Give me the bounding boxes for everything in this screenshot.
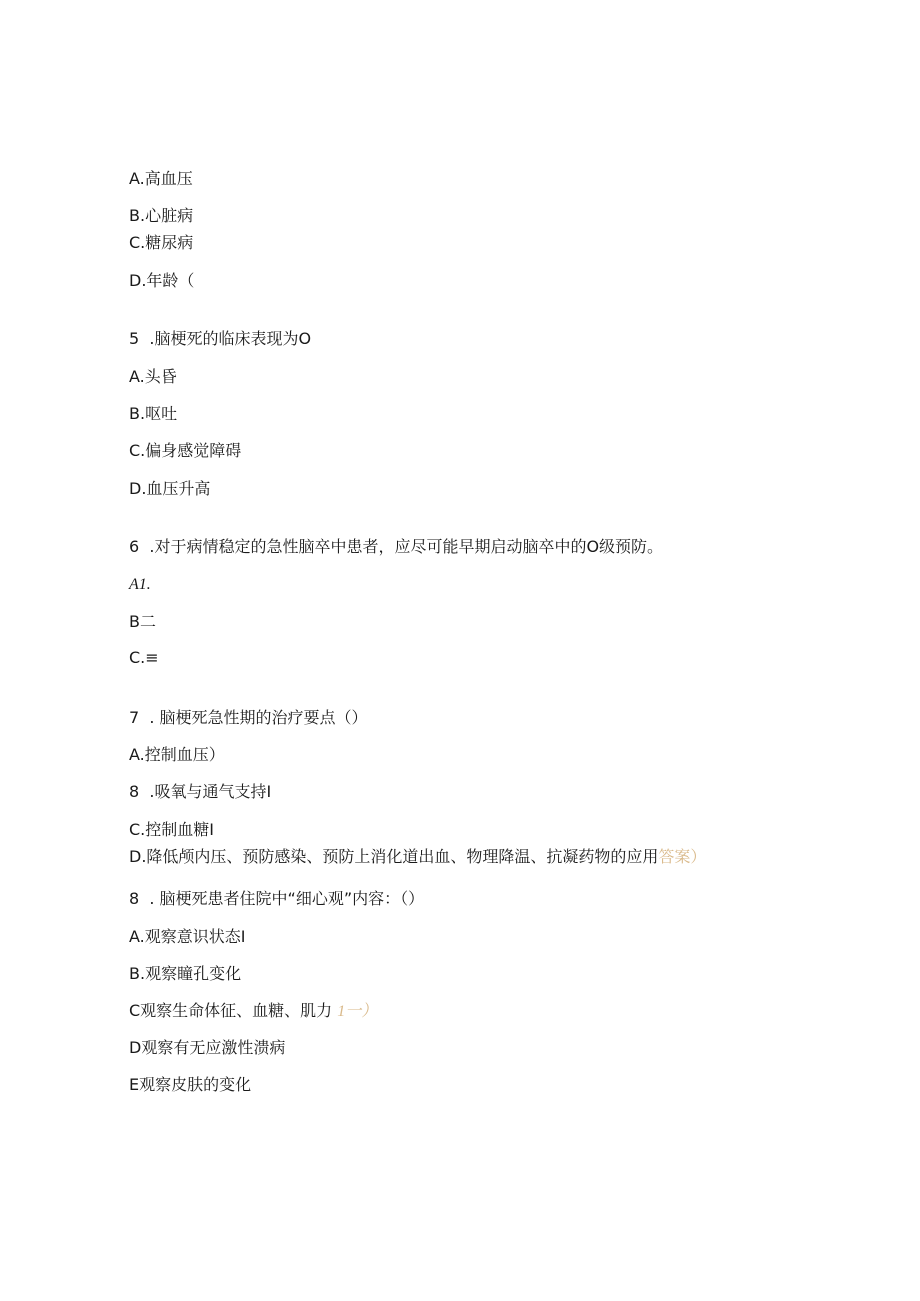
option-a: A.控制血压） xyxy=(129,745,225,764)
option-c: C.控制血糖I xyxy=(129,820,214,839)
option-d xyxy=(129,847,706,867)
option-b: B.呕吐 xyxy=(129,404,178,423)
option-a: A.头昏 xyxy=(129,367,177,386)
option-c xyxy=(129,1001,377,1022)
option-c: C.偏身感觉障碍 xyxy=(129,441,242,460)
question-stem: 7 . 脑梗死急性期的治疗要点（） xyxy=(129,708,368,727)
option-c-text: C观察生命体征、血糖、肌力 xyxy=(129,1001,333,1020)
option-a: A.观察意识状态I xyxy=(129,927,246,946)
option-b: B二 xyxy=(129,612,156,631)
option-c: C.≡ xyxy=(129,648,159,667)
question-stem: 6 .对于病情稳定的急性脑卒中患者，应尽可能早期启动脑卒中的O级预防。 xyxy=(129,537,664,556)
answer-mark: 答案） xyxy=(658,847,707,866)
question-stem: 5 .脑梗死的临床表现为O xyxy=(129,329,312,348)
answer-mark: 1一） xyxy=(337,1003,378,1020)
option-b: B.心脏病 xyxy=(129,206,194,225)
option-d: D观察有无应激性溃病 xyxy=(129,1038,286,1057)
option-c: C.糖尿病 xyxy=(129,233,194,252)
option-b: B.观察瞳孔变化 xyxy=(129,964,242,983)
option-b: 8 .吸氧与通气支持I xyxy=(129,782,272,801)
option-a: A.高血压 xyxy=(129,169,193,188)
option-d: D.年龄（ xyxy=(129,271,195,290)
option-d: D.血压升高 xyxy=(129,479,211,498)
question-stem: 8 . 脑梗死患者住院中“细心观”内容：（） xyxy=(129,889,425,908)
option-e: E观察皮肤的变化 xyxy=(129,1075,252,1094)
option-a: A1. xyxy=(129,576,151,593)
option-d-text: D.降低颅内压、预防感染、预防上消化道出血、物理降温、抗凝药物的应用 xyxy=(129,847,659,866)
